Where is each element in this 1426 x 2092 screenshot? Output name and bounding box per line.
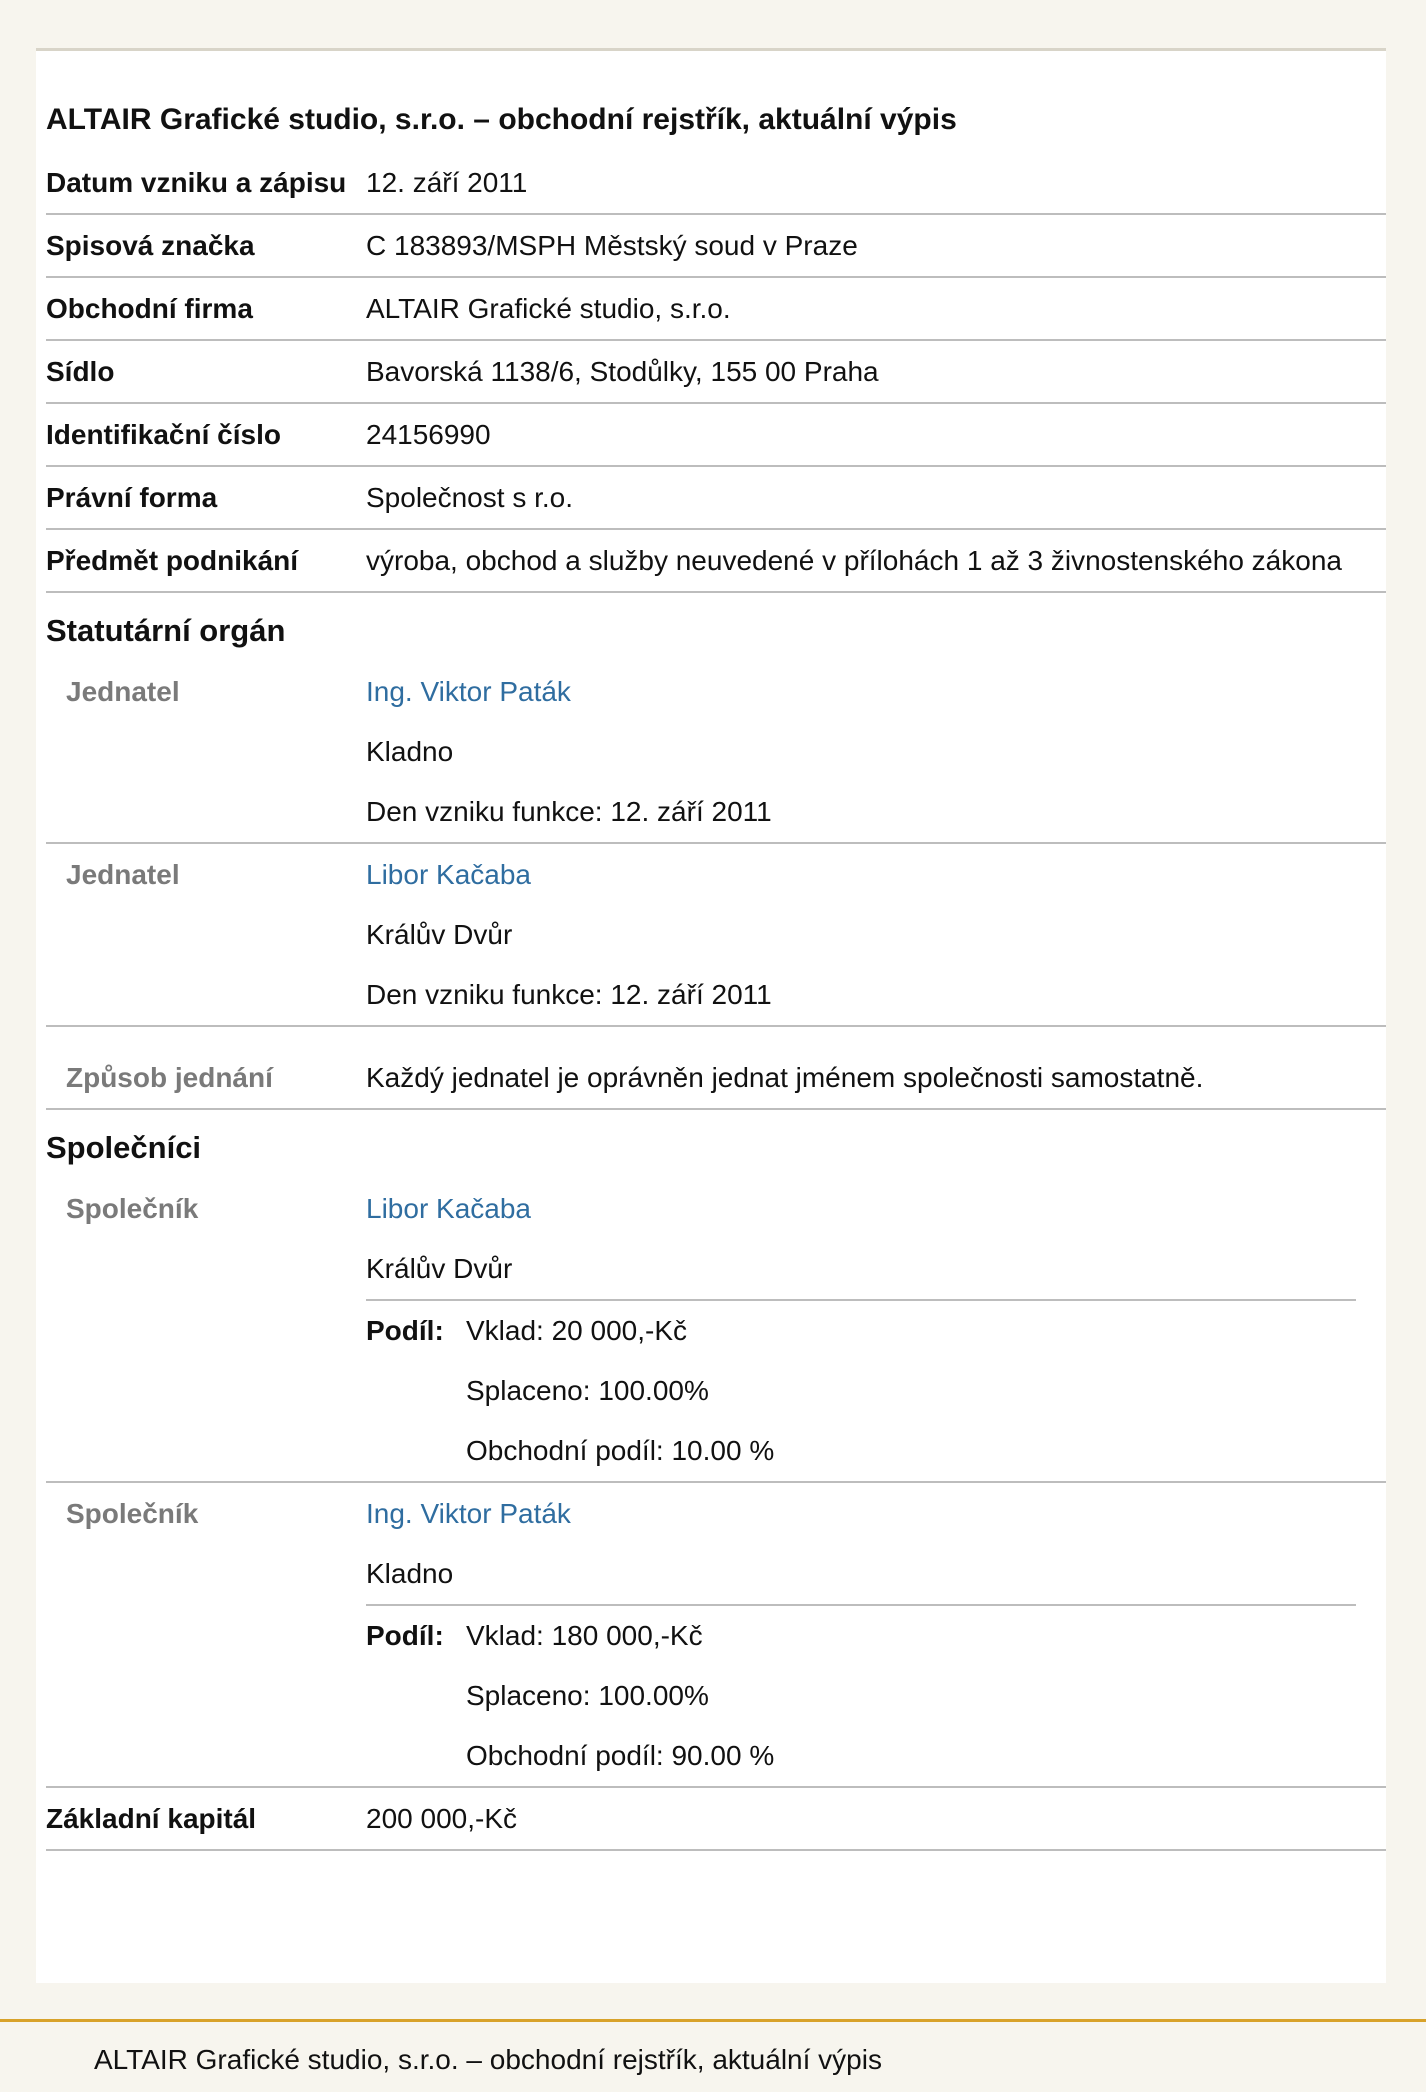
role-label: Společník xyxy=(66,1193,199,1224)
row-ico xyxy=(46,404,1386,467)
person-city: Kladno xyxy=(366,736,454,767)
row-value: 12. září 2011 xyxy=(366,167,528,198)
statutar-entry xyxy=(46,661,1386,844)
row-zakladni-kapital xyxy=(46,1788,1386,1851)
role-label: Jednatel xyxy=(66,676,180,707)
share-percent: Obchodní podíl: 10.00 % xyxy=(466,1435,775,1466)
share-label: Podíl: xyxy=(366,1620,444,1651)
share-deposit: Vklad: 20 000,-Kč xyxy=(466,1315,688,1346)
role-label: Společník xyxy=(66,1498,199,1529)
page-title: ALTAIR Grafické studio, s.r.o. – obchodní rejstřík, aktuální výpis xyxy=(46,103,957,136)
row-label: Obchodní firma xyxy=(46,293,253,324)
statutar-entry xyxy=(46,844,1386,1027)
row-obchodni-firma xyxy=(46,278,1386,341)
role-label: Jednatel xyxy=(66,859,180,890)
row-label: Datum vzniku a zápisu xyxy=(46,167,347,198)
row-pravni-forma xyxy=(46,467,1386,530)
share-label: Podíl: xyxy=(366,1315,444,1346)
row-value: C 183893/MSPH Městský soud v Praze xyxy=(366,230,858,261)
register-table xyxy=(46,152,1386,1851)
share-deposit: Vklad: 180 000,-Kč xyxy=(466,1620,703,1651)
person-link[interactable]: Libor Kačaba xyxy=(366,859,532,890)
function-since: Den vzniku funkce: 12. září 2011 xyxy=(366,979,772,1010)
row-sidlo xyxy=(46,341,1386,404)
row-value: Společnost s r.o. xyxy=(366,482,574,513)
spolecnik-entry xyxy=(46,1483,1386,1788)
footer-text: ALTAIR Grafické studio, s.r.o. – obchodní rejstřík, aktuální výpis xyxy=(94,2044,882,2075)
share-paid: Splaceno: 100.00% xyxy=(466,1680,709,1711)
row-value: 24156990 xyxy=(366,419,491,450)
row-value: Bavorská 1138/6, Stodůlky, 155 00 Praha xyxy=(366,356,879,387)
footer-divider xyxy=(0,2019,1426,2022)
person-city: Králův Dvůr xyxy=(366,1253,513,1284)
row-value: Každý jednatel je oprávněn jednat jménem společnosti samostatně. xyxy=(366,1062,1204,1093)
share-paid: Splaceno: 100.00% xyxy=(466,1375,709,1406)
row-label: Základní kapitál xyxy=(46,1803,257,1834)
row-value: ALTAIR Grafické studio, s.r.o. xyxy=(366,293,731,324)
row-predmet-podnikani xyxy=(46,530,1386,593)
row-datum-vzniku xyxy=(46,152,1386,215)
row-zpusob-jednani xyxy=(46,1027,1386,1110)
share-block xyxy=(366,1299,1356,1481)
person-link[interactable]: Ing. Viktor Paták xyxy=(366,676,571,707)
person-city: Králův Dvůr xyxy=(366,919,513,950)
section-heading-spolecnici: Společníci xyxy=(46,1130,202,1165)
share-percent: Obchodní podíl: 90.00 % xyxy=(466,1740,775,1771)
share-block xyxy=(366,1604,1356,1786)
row-label: Právní forma xyxy=(46,482,218,513)
row-label: Spisová značka xyxy=(46,230,255,261)
row-label: Sídlo xyxy=(46,356,115,387)
section-heading-statutarni: Statutární orgán xyxy=(46,613,286,648)
row-value: 200 000,-Kč xyxy=(366,1803,517,1834)
row-spisova-znacka xyxy=(46,215,1386,278)
row-value: výroba, obchod a služby neuvedené v přílohách 1 až 3 živnostenského zákona xyxy=(366,545,1342,576)
role-label: Způsob jednání xyxy=(66,1062,273,1093)
person-link[interactable]: Ing. Viktor Paták xyxy=(366,1498,571,1529)
row-label: Předmět podnikání xyxy=(46,545,299,576)
row-label: Identifikační číslo xyxy=(46,419,281,450)
spolecnik-entry xyxy=(46,1178,1386,1483)
person-link[interactable]: Libor Kačaba xyxy=(366,1193,532,1224)
function-since: Den vzniku funkce: 12. září 2011 xyxy=(366,796,772,827)
person-city: Kladno xyxy=(366,1558,454,1589)
